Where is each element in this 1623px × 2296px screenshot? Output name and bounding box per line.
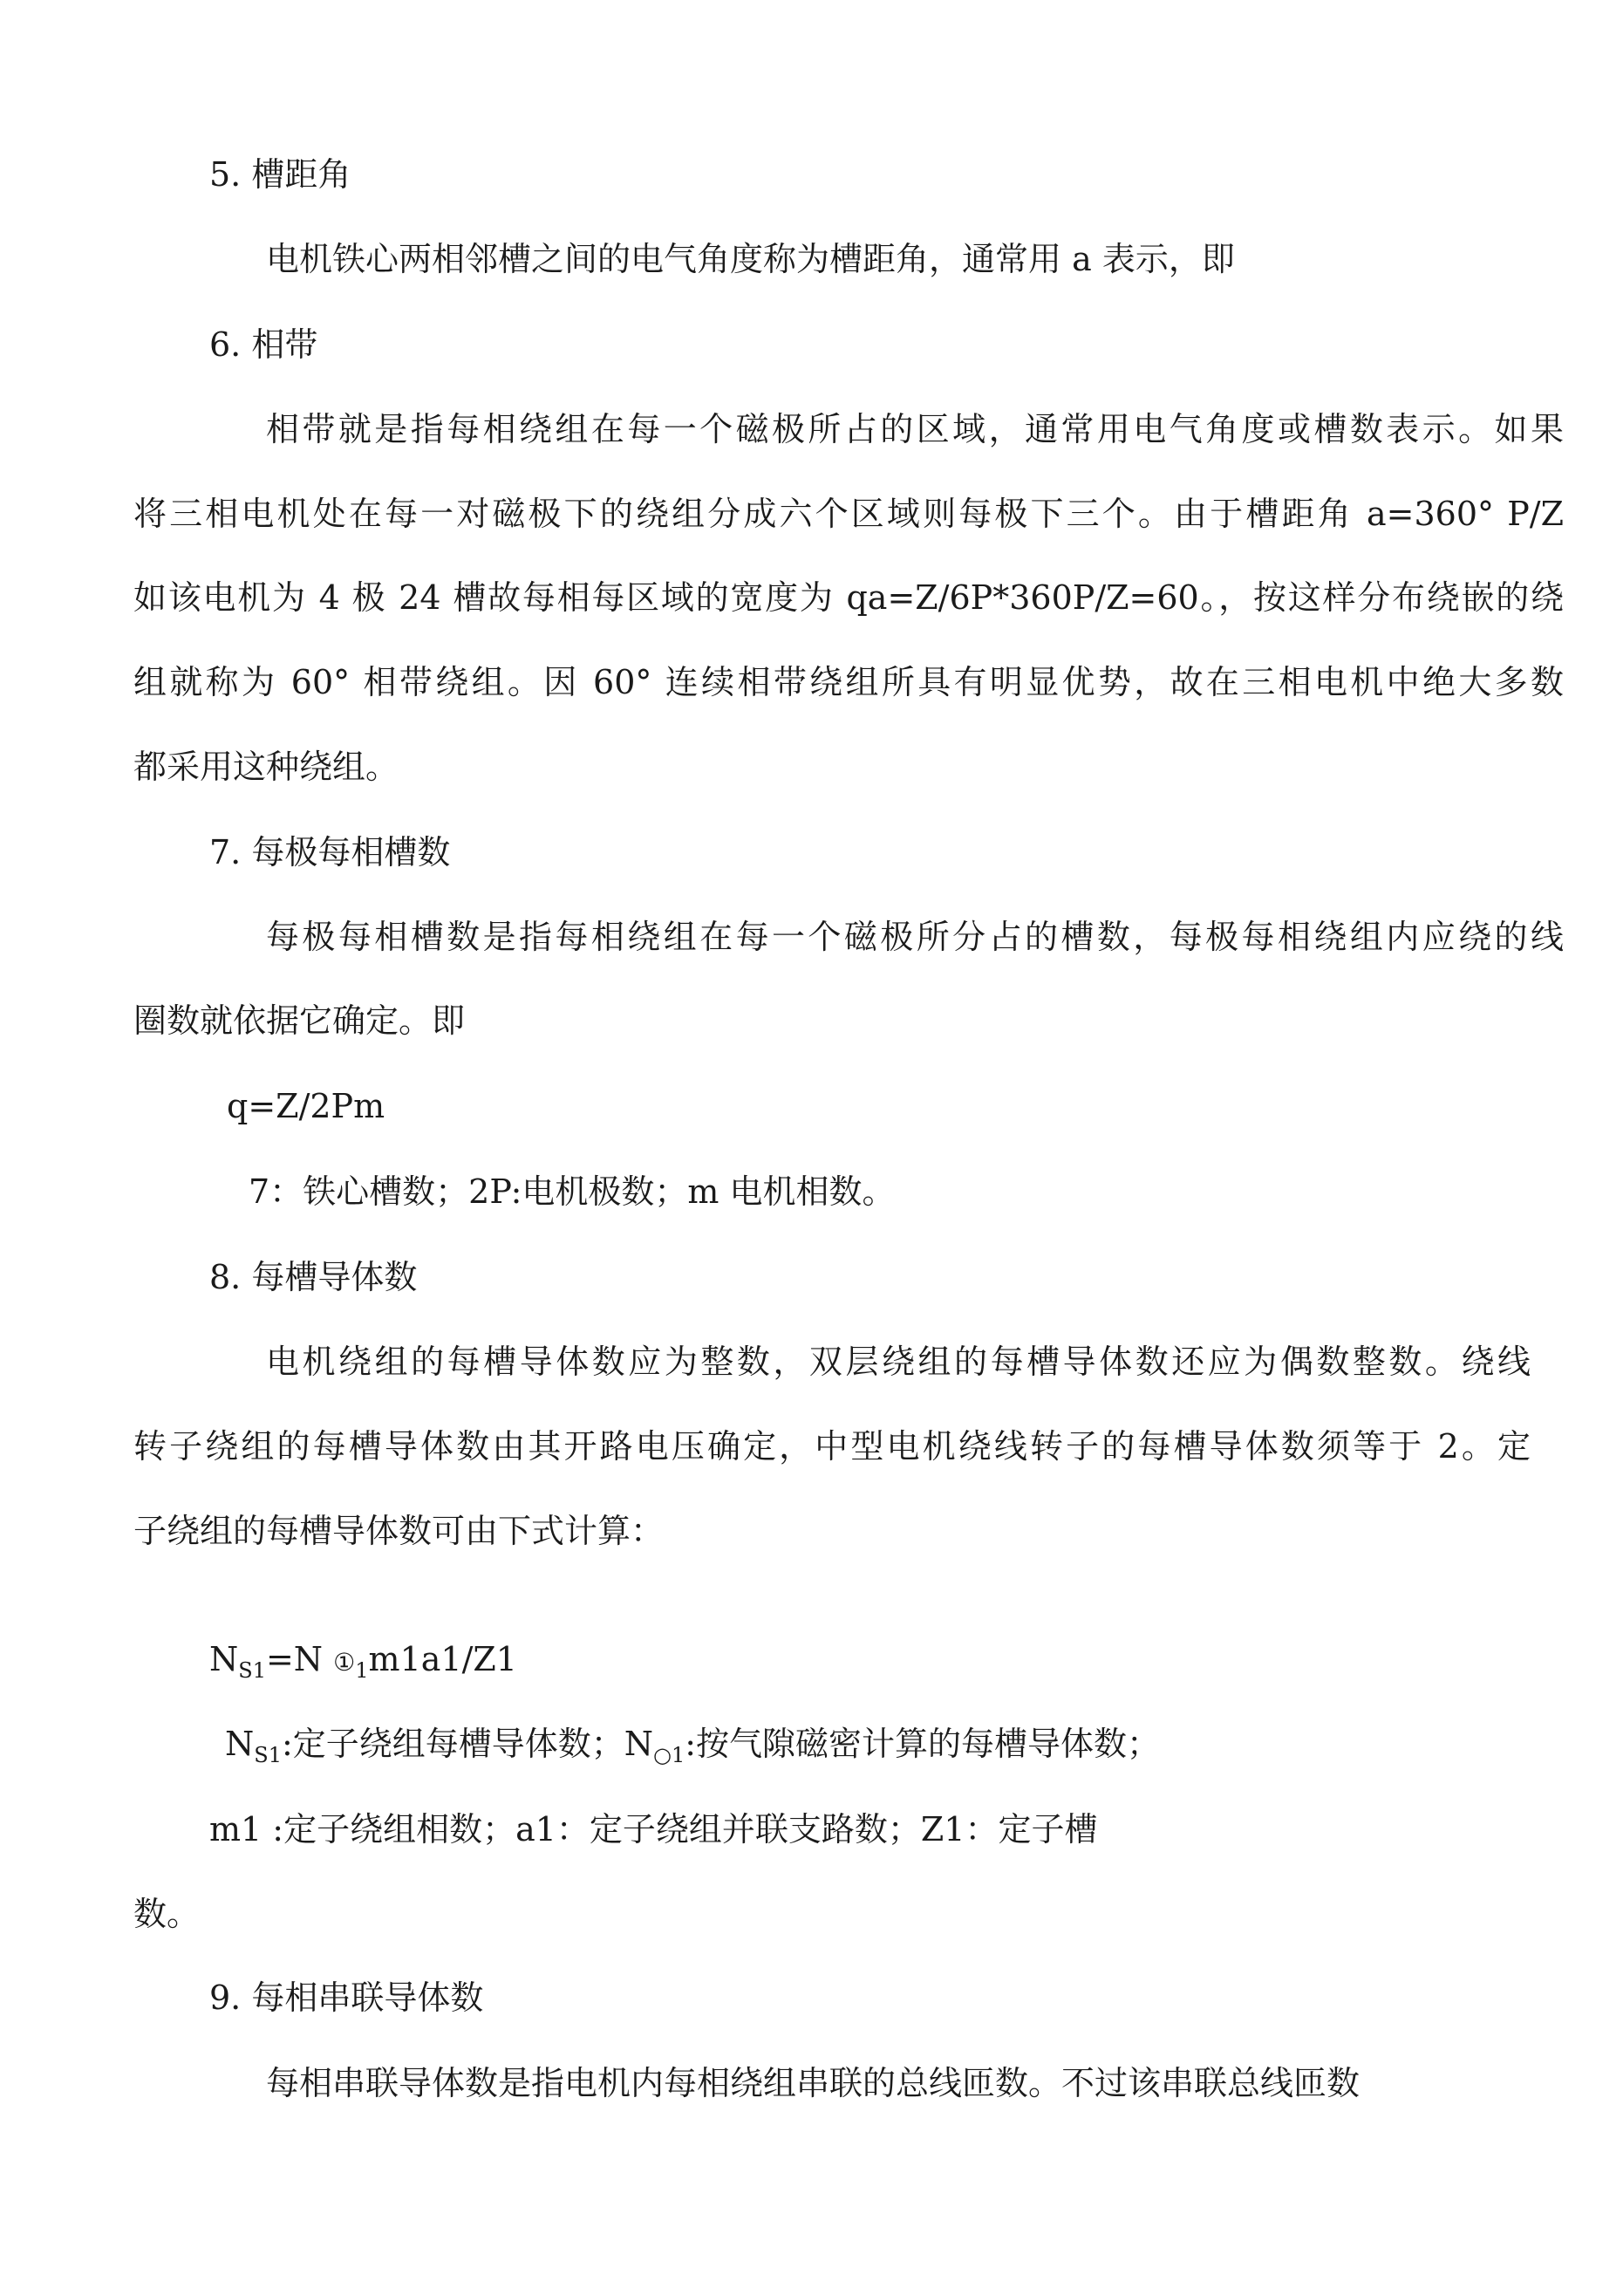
paragraph-line: 每极每相槽数是指每相绕组在每一个磁极所分占的槽数，每极每相绕组内应绕的线: [266, 918, 1564, 956]
formula-subscript: S1: [238, 1658, 266, 1683]
paragraph-line: 子绕组的每槽导体数可由下式计算：: [133, 1512, 665, 1550]
section-heading: 6. 相带: [209, 325, 318, 364]
formula-text: m1a1/Z1: [368, 1640, 517, 1678]
formula-legend: 数。: [133, 1895, 201, 1933]
legend-subscript: S1: [254, 1743, 282, 1767]
formula-symbol: N: [209, 1640, 239, 1678]
paragraph-line: 电机铁心两相邻槽之间的电气角度称为槽距角，通常用 a 表示，即: [266, 240, 1235, 278]
section-heading: 9. 每相串联导体数: [209, 1978, 484, 2017]
legend-symbol: N: [225, 1725, 255, 1763]
formula-legend: [225, 1725, 1160, 1774]
legend-text: :定子绕组每槽导体数；N: [281, 1725, 654, 1763]
formula-text: =N: [265, 1640, 334, 1678]
paragraph-line: 将三相电机处在每一对磁极下的绕组分成六个区域则每极下三个。由于槽距角 a=360° P/Z: [133, 495, 1564, 533]
paragraph-line: 相带就是指每相绕组在每一个磁极所占的区域，通常用电气角度或槽数表示。如果: [266, 410, 1564, 448]
paragraph-line: 圈数就依据它确定。即: [133, 1001, 466, 1040]
formula-subscript: 1: [355, 1658, 369, 1683]
section-heading: 5. 槽距角: [209, 155, 351, 194]
paragraph-line: 转子绕组的每槽导体数由其开路电压确定，中型电机绕线转子的每槽导体数须等于 2。定: [133, 1427, 1531, 1466]
formula: [209, 1640, 517, 1690]
paragraph-line: 电机绕组的每槽导体数应为整数，双层绕组的每槽导体数还应为偶数整数。绕线: [266, 1343, 1531, 1381]
paragraph-line: 都采用这种绕组。: [133, 748, 399, 786]
formula-legend: 7：铁心槽数；2P:电机极数；m 电机相数。: [249, 1172, 896, 1211]
formula-symbol: ①: [333, 1648, 356, 1677]
paragraph-line: 组就称为 60° 相带绕组。因 60° 连续相带绕组所具有明显优势，故在三相电机中绝大多数: [133, 663, 1564, 701]
section-heading: 8. 每槽导体数: [209, 1258, 418, 1296]
legend-subscript: ○1: [653, 1743, 685, 1767]
formula: q=Z/2Pm: [227, 1087, 385, 1125]
paragraph-line: 如该电机为 4 极 24 槽故每相每区域的宽度为 qa=Z/6P*360P/Z=60。，按这样分布绕嵌的绕: [133, 578, 1564, 617]
paragraph-line: 每相串联导体数是指电机内每相绕组串联的总线匝数。不过该串联总线匝数: [266, 2064, 1360, 2102]
legend-text: :按气隙磁密计算的每槽导体数；: [685, 1725, 1161, 1763]
formula-legend: m1 :定子绕组相数；a1：定子绕组并联支路数；Z1：定子槽: [209, 1810, 1098, 1848]
section-heading: 7. 每极每相槽数: [209, 833, 451, 871]
